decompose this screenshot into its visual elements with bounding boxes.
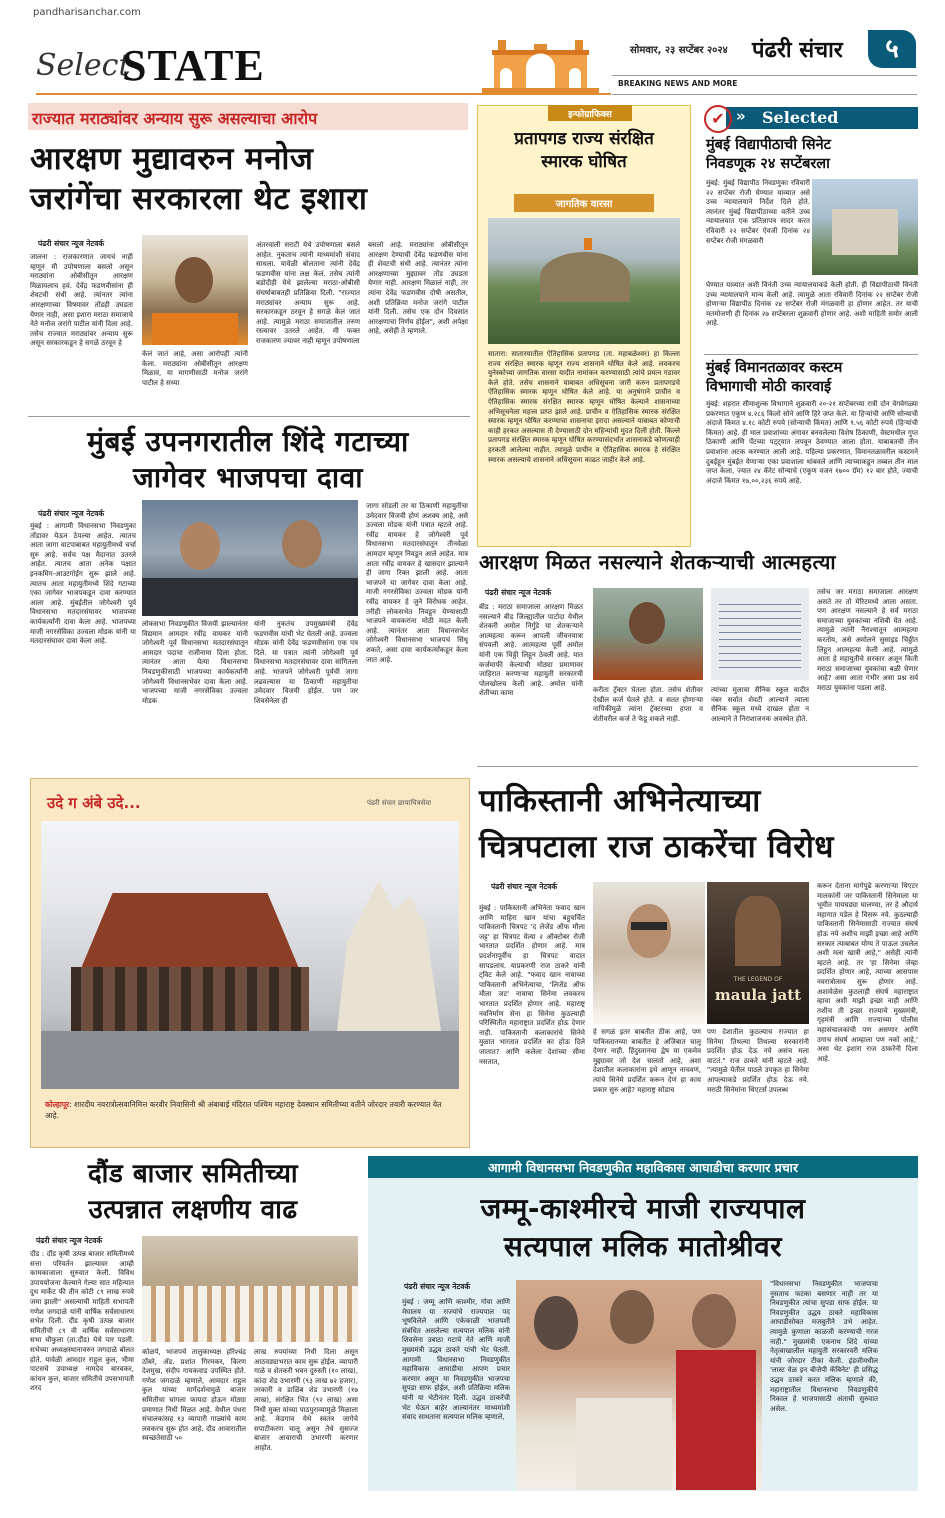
site-url[interactable]: pandharisanchar.com bbox=[33, 7, 141, 18]
column: मुंबई : पाकिस्तानी अभिनेता फवाद खान आणि माहिरा खान यांचा बहुचर्चित पाकिस्तानी चित्रपट 'द लेजेंड ऑफ मौला जट्ट' हा चित्रपट येत्या २ ऑक्टोबर रोजी भारतात प्रदर्शित होणार आहे. मात्र प्रदर्शनापूर्वीच हा चित्रपट वादात सापडलाय. याप्रकरणी राज ठाकरे यांनी ट्विट केले आहे. "फवाद खान नावाच्या पाकिस्तानी अभिनेत्याचा, 'लिजेंड ऑफ मौला जट' नावाचा सिनेमा लवकरच भारतात प्रदर्शित होणार आहे. महाराष्ट्र नवनिर्माण सेना हा सिनेमा कुठल्याही परिस्थितीत महाराष्ट्रात प्रदर्शित होऊ देणार नाही. पाकिस्तानी कलाकारांचे सिनेमे मुळात भारतात प्रदर्शित का होऊ दिले जातात? आणि कलेला देशांच्या सीमा नसतात, bbox=[479, 904, 585, 1066]
movie-poster bbox=[707, 882, 809, 1024]
person-right bbox=[282, 520, 322, 568]
crowd bbox=[142, 1286, 358, 1342]
person-head bbox=[627, 904, 671, 958]
masthead-line bbox=[36, 93, 611, 95]
photo-feature-ambabai bbox=[30, 778, 470, 1148]
glasses bbox=[631, 922, 667, 930]
divider bbox=[28, 416, 470, 417]
headline-line-2: जागेवर भाजपचा दावा bbox=[133, 461, 363, 494]
column: करीता ट्रॅक्टर घेतला होता. तसेच शेतीवर देखील कर्ज घेतले होते. व सतत होणाऱ्या नापिकीमुळे त्यांना ट्रॅक्टरच्या हप्ता व शेतीवरील कर्ज ते फेडू शकले नाही. bbox=[593, 686, 703, 723]
title-line-1: प्रतापगड राज्य संरक्षित bbox=[514, 129, 654, 149]
masthead bbox=[0, 0, 945, 100]
temple-spires bbox=[337, 881, 441, 1031]
byline: पंढरी संचार न्यूज नेटवर्क bbox=[491, 882, 558, 891]
headline bbox=[28, 1156, 358, 1228]
title-line-2: विभागाची मोठी कारवाई bbox=[706, 379, 832, 395]
column: तसेच जर मराठा समाजाला आरक्षण असते तर तो मेरिटमध्ये आला असता. पण आरक्षण नसल्याने हे सर्व मराठा समाजाच्या युवकांच्या नशिबी येत आहे. त्यामुळे त्यांनी नैराश्यातून आत्महत्या करतोय, असे अमोलने सुसाइड चिठ्ठीत लिहून आत्महत्या केली आहे. त्यामुळे आता हे महायुतीचे सरकार अजून किती मराठा समाजाच्या युवकांचा बळी घेणार आहे? असा आता गंभीर असा प्रश्न सर्व मराठा युवकांना पडला आहे. bbox=[817, 588, 918, 692]
person-head bbox=[175, 257, 213, 303]
chevrons-icon: » bbox=[736, 107, 746, 125]
leaders-photo bbox=[142, 500, 358, 616]
column: बीड : मराठा समाजाला आरक्षण मिळत नसल्याने बीड जिल्ह्यातील पाटोदा येथील शेतकरी अमोल निर्गुंडे या शेतकऱ्याने आत्महत्या करून आपली जीवनयात्रा संपवली आहे. आत्महत्या पूर्वी अमोल यांनी एक चिठ्ठी लिहून ठेवली आहे. यात कर्जमाफी केल्याची मोठ्या प्रमाणावर जाहिरात करणाऱ्या महायुती सरकारची पोलखोलच केली आहे. अमोल यांनी शेतीच्या कामा bbox=[479, 603, 583, 698]
seated-person bbox=[576, 1398, 672, 1490]
column: यांनी नुकतंच उपमुख्यमंत्री देवेंद्र फडणवीस यांची भेट घेतली आहे. उज्वला मोडक यांनी देवेंद्र फडणवीसांना एक पत्र दिले. या पत्रात त्यांनी जोगेश्वरी पूर्व विधानसभा मतदारसंघावर दावा सांगितला आहे. भाजपने जोगेश्वरी पूर्वची जागा लढवल्यास या ठिकाणी महायुतीचा उमेदवार विजयी होईल. पण जर शिवसेनेला ही bbox=[254, 620, 358, 705]
feature-title: उदे ग अंबे उदे... bbox=[47, 794, 141, 812]
issue-date: सोमवार, २३ सप्टेंबर २०२४ bbox=[630, 45, 728, 56]
poster-subtitle: THE LEGEND OF bbox=[733, 976, 783, 983]
title-line-2: स्मारक घोषित bbox=[541, 152, 627, 172]
headline-line-2: चित्रपटाला राज ठाकरेंचा विरोध bbox=[479, 829, 834, 865]
photo-credit: पंढरी संचार छायाचित्रसेवा bbox=[367, 799, 432, 807]
caption-text: : शारदीय नवरात्रोत्सवानिमित्त करवीर निवासिनी श्री अंबाबाई मंदिरात पश्चिम महाराष्ट्र देवस्थान समितीच्या वतीने जोरदार तयारी करण्यात येत आहे. bbox=[45, 1100, 442, 1120]
temple-walls bbox=[71, 967, 309, 1031]
microphones bbox=[142, 578, 358, 616]
person-left bbox=[180, 522, 220, 570]
headline-line-1: दौंड बाजार समितीच्या bbox=[87, 1159, 299, 1189]
suicide-note-photo bbox=[711, 588, 809, 680]
poster-figure bbox=[735, 896, 781, 966]
column: जागा सोडली तर या ठिकाणी महायुतीचा उमेदवार विजयी होणं अशक्य आहे, असे उज्वला मोडक यांनी पत्रात म्हटले आहे. रवींद्र वायकर हे जोगेश्वरी पूर्व विधानसभा मतदारसंघातून तीनवेळा आमदार म्हणून निवडून आले आहेत. मात्र आता रवींद्र वायकर हे खासदार झाल्याने ही जागा रिक्त झाली आहे. आता भाजपने या जागेवर दावा केला आहे. माजी नगरसेविका उज्वला मोडक यांनी रवींद्र वायकर हे जुने विरोधक आहेत. तरीही लोकसभेत निवडून येण्यासाठी भाजपने वायकरांना मोठी मदत केली आहे. त्यानंतर आता विधानसभेत जोगेश्वरी विधानसभा भाजपचं सिंधू शकते, असा दावा कार्यकर्त्यांकडून केला जात आहे. bbox=[366, 502, 468, 664]
gateway-illustration bbox=[478, 36, 603, 94]
column: बसलो आहे. मराठ्यांना ओबीसीतून आरक्षण देण्याची देवेंद्र फडणवीस यांना ही शेवटची संधी आहे. त्यानंतर त्यांना आरक्षणाच्या मुद्द्यावर तोंड उघडता येणार नाही. आरक्षण मिळालं नाही, तर त्यांना देवेंद्र फडणवीस दोषी असतील, अशी प्रतिक्रिया मनोज जरांगे पाटील यांनी दिली. तसेच एक दोन दिवसांत आरक्षणाचा निर्णय होईल", अशी अपेक्षा आहे, असेही ते म्हणाले. bbox=[368, 241, 468, 336]
person-3 bbox=[692, 1294, 736, 1348]
section-title: STATE bbox=[122, 41, 265, 90]
temple-roof bbox=[61, 893, 319, 967]
fort-hill bbox=[540, 252, 630, 302]
column: त्यांच्या मुलाचा सैनिक स्कूल यादीत नंबर सर्वात शेवटी आल्याने त्याला सैनिक स्कूल मध्ये दाखल होता न आल्याने ते निराशाजनक अवस्थेत होते. bbox=[711, 686, 809, 723]
story-daund-market bbox=[28, 1156, 358, 1491]
headline-line-2: जरांगेंचा सरकारला थेट इशारा bbox=[30, 181, 368, 217]
courtyard bbox=[41, 1031, 459, 1089]
kicker: आगामी विधानसभा निवडणुकीत महाविकास आघाडीचा करणार प्रचार bbox=[487, 1160, 799, 1175]
headline: आरक्षण मिळत नसल्याने शेतकऱ्याची आत्महत्या bbox=[479, 550, 837, 574]
saffron-scarf bbox=[152, 313, 238, 345]
headline bbox=[368, 1190, 918, 1266]
infographic-title bbox=[482, 128, 686, 174]
page-number: ५ bbox=[885, 34, 899, 64]
headline-line-2: उत्पन्नात लक्षणीय वाढ bbox=[88, 1195, 298, 1225]
story-farmer-suicide bbox=[477, 548, 918, 763]
person-head bbox=[629, 602, 665, 644]
university-photo bbox=[812, 179, 918, 275]
headline bbox=[30, 139, 367, 219]
brief-body: मुंबई: मुंबई विद्यापीठ निवडणुका रविवारी २२ सप्टेंबर रोजी घेण्यात याव्यात असे उच्च न्यायालयाने निर्देश दिले होते. त्यानंतर मुंबई विद्यापीठाच्या वतीने उच्च न्यायालयात एक प्रतिज्ञापत्र सादर करत रविवारी २२ सप्टेंबर ऐवजी दिनांक २४ सप्टेंबर रोजी मंगळवारी bbox=[706, 179, 810, 245]
byline: पंढरी संचार न्यूज नेटवर्क bbox=[404, 1282, 471, 1291]
column: मुंबई : आगामी विधानसभा निवडणुका तोंडावर येऊन ठेपल्या आहेत. त्यातच आता जागा वाटपाबाबत महायुतीमध्ये चर्चा सुरु आहे. सर्वच पक्ष मैदानात उतरले आहेत. त्यातच आता अनेक पक्षात इनकमिंग-आउटगोईंग सुरू झाले आहे. त्यातच आता महायुतीमध्ये शिंदे गटाच्या एका जागेवर भाजपकडून दावा करण्यात आला आहे. मुंबईतील जोगेश्वरी पूर्व विधानसभा मतदारसंघावर भाजपच्या कार्यकर्त्यांनी दावा केला आहे. भाजपच्या माजी नगरसेविका उज्वला मोडक यांनी या मतदारसंघावर दावा केला आहे. bbox=[30, 522, 136, 646]
meeting-photo bbox=[142, 1236, 358, 1342]
column: जालना : राजकारणात जायचं नाही म्हणून मी उपोषणाला बसलो असून मराठ्यांना ओबीसीतून आरक्षण मिळायलाच हवं. देवेंद्र फडणवीसांना ही शेवटची संधी आहे. त्यांनतर त्यांना आरक्षणाच्या विषयावर तोंडही उघडता येणार नाही, असा इशारा मराठा समाजाचे नेते मनोज जरांगे पाटील यांनी दिला आहे. तसेच राज्यात मराठ्यांवर अन्याय सुरू असून सरकारकडून हे सगळे ठरवून हे bbox=[30, 253, 133, 348]
fort-photo bbox=[488, 218, 680, 344]
byline: पंढरी संचार न्यूज नेटवर्क bbox=[485, 588, 552, 597]
column: मुंबई : जम्मू आणि काश्मीर, गोवा आणि मेघालय या राज्यांचे राज्यपाल पद भूषविलेले आणि एकेकाळी भाजपशी संबंधित असलेल्या सत्यपाल मलिक यांनी शिवसेना उबाठा गटाचे नेते आणि माजी मुख्यमंत्री उद्धव ठाकरे यांची भेट घेतली. आगामी विधानसभा निवडणुकीत महाविकास आघाडीचा आपण प्रचार करणार असून या निवडणुकीत भाजपचा सुपडा साफ होईल, अशी प्रतिक्रिया मलिक यांनी या भेटीनंतर दिली. उद्धव ठाकरेंची भेट घेऊन बाहेर आल्यानंतर माध्यमांशी संवाद साधताना सत्यपाल मलिक म्हणाले, bbox=[402, 1298, 510, 1422]
saree bbox=[676, 1350, 756, 1490]
story-reservation-jarange bbox=[28, 103, 468, 415]
column: पण देशातील कुठल्याच राज्यात हा सिनेमा तिथल्या तिथल्या सरकारांनी प्रदर्शित होऊ देऊ नये असंच मला वाटतं." राज ठाकरे यांनी म्हटले आहे. "त्यामुळे येतील पाठले उपकृत हा सिनेमा आपल्याकडे प्रदर्शित होऊ देऊ नये. मराठी सिनेमांना थिएटर्स उपलब्ध bbox=[707, 1028, 809, 1094]
story-raj-thackeray bbox=[477, 778, 918, 1148]
section-script: Select bbox=[36, 48, 131, 83]
column: दौंड : दौंड कृषी उत्पन्न बाजार समितीमध्ये सत्ता परिवर्तन झाल्यावर आम्ही कामकाजाला सुरुवात केली. विविध उपाययोजना केल्याने गेल्या सात महिन्यात दुध मार्केट फी तीन कोटी ८९ लाख रुपये जमा झाली" असल्याची माहिती सभापती गणेश जगदाळे यांनी वार्षिक सर्वसाधारण सभेत दिली. दौंड कृषी उत्पन्न बाजार समितीची ८९ वी वार्षिक सर्वसाधारण सभा चौफुला (ता.दौंड) येथे पार पडली. सभेच्या अध्यक्षस्थानावरुन जगदाळे बोलत होते. यावेळी आमदार राहुल कुल, भीमा पाटसचे उपाध्यक्ष नामदेव बारवकर, कांचन कुल, बाजार समितीचे उपसभापती शरद bbox=[30, 1250, 134, 1393]
brief-body: घेण्यात याव्यात अशी विनंती उच्च न्यायालयाकडे केली होती. ही विद्यापीठाची विनंती उच्च न्यायालयाने मान्य केली आहे. त्यामुळे आता रविवारी दिनांक २२ सप्टेंबर रोजी होणाऱ्या विद्यापीठ दिनांक २४ सप्टेंबर रोजी मंगळवारी हा होणार आहेत. तर याची मतमोजणी ही दिनांक २७ सप्टेंबरला शुक्रवारी होणार आहे. अशी माहिती समोर आली आहे. bbox=[706, 281, 918, 328]
temple-photo bbox=[41, 821, 459, 1089]
brief-body: मुंबई: शहरात सीमाशुल्क विभागाने शुक्रवारी २०-२१ सप्टेंबरच्या रात्री दोन वेगवेगळ्या प्रकरणात एकूण ४.२८६ किलो सोने आणि हिरे जप्त केले. या हिऱ्यांची आणि सोन्याची अंदाजे किंमत ४.१८ कोटी रुपये (सोन्याची किंमत) आणि ९.५६ कोटी रुपये (हिऱ्यांची किंमत) आहे. ही माल प्रवाशांच्या अंगावर बनवलेल्या विशेष ठिकाणी, वेस्टमधील गुप्त ठिकाणी आणि पँटच्या पट्ट्यात लपवून ठेवण्यात आला होता. याबाबतची तीन प्रवाशांना अटक करण्यात आली आहे. पहिल्या प्रकरणात, विमानतळावरील कस्टमने दुबईहून मुंबईत येणाऱ्या एका प्रवाशाला थांबवले आणि त्याच्याकडून तब्बल तीन माल जप्त केला, ज्यात २४ कॅरेट सोन्याचे (एकूण वजन १७०० ग्रॅम) १२ बार होते, ज्याची अंदाजे किंमत १७,००,२३६ रुपये आहे. bbox=[706, 400, 918, 485]
column: कोळपे, भाजपचे तालुकाध्यक्ष हरिश्चंद्र ठोंबरे, ॲड. प्रशांत गिरमकर, किरण देशमुख, संदीप गायकवाड उपस्थित होते. गणेश जगदाळे म्हणाले, आमदार राहुल कुल यांच्या मार्गदर्शनामुळे बाजार समितीचा चांगला फायदा होऊन मोठ्या प्रमाणात निधी मिळत आहे. येथील पंधरा संचालकांसह १३ व्यापारी गाळ्यांचे काम लवकरच सुरू होत आहे. दौंड आवारातील स्वच्छतेसाठी ५० bbox=[142, 1348, 246, 1443]
person-1 bbox=[534, 1296, 578, 1350]
note-lines bbox=[719, 598, 801, 670]
byline: पंढरी संचार न्यूज नेटवर्क bbox=[36, 1236, 103, 1245]
fort-flag bbox=[584, 238, 592, 250]
poster-title: maula jatt bbox=[714, 986, 802, 1004]
divider bbox=[704, 354, 918, 355]
byline: पंढरी संचार न्यूज नेटवर्क bbox=[38, 509, 105, 518]
headline-line-1: आरक्षण मुद्यावरुन मनोज bbox=[30, 141, 314, 177]
column: हे सगळं इतर बाबतीत ठीक आहे, पण पाकिस्तानच्या बाबतीत हे अजिबात चालू देणार नाही. हिंदुस्तानचा द्वेष या एकमेव मुद्द्यावर जो देश चालतो आहे, अशा देशातील कलाकारांना इथे आणून नाचवणं, त्यांचे सिनेमे प्रदर्शित करून देणं हा काय प्रकार सुरु आहे? महाराष्ट्र सोडाच bbox=[593, 1028, 701, 1094]
paper-name: पंढरी संचार bbox=[752, 38, 843, 63]
column: करून देताना मागेपुढे करणाऱ्या थिएटर मालकांनी जर पाकिस्तानी सिनेमाला या भूमीत पायघड्या घालण्या, तर हे औदार्य महागात पडेल हे विसरू नये. कुठल्याही पाकिस्तानी सिनेमासाठी राज्यात संघर्ष होऊ नये अशीच माझी इच्छा आहे आणि सरकार त्याबाबत योग्य ते पाऊल उचलेल अशी मला खात्री आहे," असेही त्यांनी म्हटले आहे. तर 'हा सिनेमा जेव्हा प्रदर्शित होणार आहे, त्याच्या आसपास नवरात्रोत्सव सुरू होणार आहे. अशावेळेस कुठलाही संघर्ष महाराष्ट्रात व्हावा अशी माझी इच्छा नाही आणि तशीच ती इच्छा राज्याचे मुख्यमंत्री, गृहमंत्री आणि राज्याच्या पोलीस महासंचालकांची पण असणार आणि उगाच संघर्ष आम्हाला पण नको आहे,' असा थेट इशारा राज ठाकरेंनी दिला आहे. bbox=[817, 882, 918, 1063]
selected-sidebar bbox=[704, 103, 918, 543]
story-satyapal-malik bbox=[368, 1156, 918, 1491]
malik-photo bbox=[516, 1280, 762, 1490]
column: अंतरवाली सराटी येथे उपोषणाला बसले आहेत. नुकताच त्यांनी माध्यमांशी संवाद साधला. यावेळी बोलताना त्यांनी देवेंद्र फडणवीस यांना लक्ष केलं. तसेच त्यांनी बडोदीही येथे झालेल्या मराठा-ओबीसी संघर्षाबाबतही प्रतिक्रिया दिली. "राज्यात मराठ्यांवर अन्याय सुरू आहे. सरकारकडून ठरवून हे सगळे केलं जातं आहे. त्यामुळे मराठा समाजातील तरुण रस्त्यावर उतरले आहेत. मी फक्त राजकारण ज्यावर नाही म्हणून उपोषणाला bbox=[256, 241, 360, 345]
farmer-photo bbox=[593, 588, 703, 680]
infographic-tag: इन्फोग्राफिक्स bbox=[568, 110, 612, 120]
title-line-2: निवडणूक २४ सप्टेंबरला bbox=[706, 156, 830, 172]
headline-line-1: जम्मू-काश्मीरचे माजी राज्यपाल bbox=[480, 1192, 806, 1225]
check-icon: ✔ bbox=[704, 105, 732, 133]
jarange-photo bbox=[142, 235, 248, 345]
column: लाख रुपयांच्या निधी दिला असून आठवड्याभरात काम सुरू होईल. व्यापारी गाळे व शेतकरी भवन दुरुस्ती (१० लाख), कांदा शेड उभारणी (९३ लाख ७२ हजार), तरकारी व डाळिंब शेड उभारणी (१७ लाख), संरक्षित भिंत (९२ लाख) असा निधी मुक्त यांच्या पाठपुराव्यामुळे मिळाला आहे. केडगाव येथे स्वतंत्र जागेचे सपाटीकरण चालू असून तेथे सुसज्ज बाजार आवाराची उभारणी करणार आहोत. bbox=[254, 1348, 358, 1452]
raj-photo bbox=[593, 882, 705, 1024]
kicker: राज्यात मराठ्यांवर अन्याय सुरू असल्याचा आरोप bbox=[32, 109, 318, 128]
caption-place: कोल्हापूर bbox=[45, 1100, 70, 1109]
headline-line-1: मुंबई उपनगरातील शिंदे गटाच्या bbox=[87, 425, 409, 458]
infographic-body: सातारा: सातारयातील ऐतिहासिक प्रतापगड (ता. महाबळेश्वर) हा किल्ला राज्य संरक्षित स्मारक म्हणून राज्य शासनाने घोषित केले आहे. लवकरच युनेस्कोच्या जागतिक वारसा यादीत नामांकन करण्यासाठी त्यांचे प्रयत्न गडावर केले होते. तसेच शासनाने याबाबत अधिसूचना जारी करुन प्रतापगडचे ऐतिहासिक स्मारक म्हणून घोषित केले आहे. या अनुषंगाने प्राचीन व ऐतिहासिक स्मारक संरक्षित स्मारक म्हणून घोषित केल्याने शासनाच्या अभिसूचनेला महत्त्व प्राप्त झाले आहे. प्राचीन व ऐतिहासिक स्मारक संरक्षित स्मारक म्हणून घोषित करण्याचा शासनाचा इरादा असल्याने याबाबत कोणाची काही हरकत असल्यास ती देण्यासाठी दोन महिन्यांची मुदत दिली होती. किल्ले प्रतापगड संरक्षित स्मारक म्हणून घोषित करण्यासंदर्भात शासनाकडे कोणत्याही हरकती आलेल्या नाहीत. त्यामुळे प्राचीन व ऐतिहासिक स्मारक हे संरक्षित स्मारक असल्याचे शासनाने अधिसूचना काढत जाहीर केले आहे. bbox=[488, 350, 680, 464]
person-2 bbox=[610, 1290, 654, 1344]
selected-label: Selected bbox=[762, 108, 839, 127]
column: "विधानसभा निवडणुकीत भाजपाचा नुसताच फटका बसणार नाही तर या निवडणुकीत त्यांचा सुपडा साफ होईल. या निवडणुकीत उद्धव ठाकरे महाविकास आघाडीसोबत मजबुतीने उभे आहेत. त्यामुळे कुणाला काळजी करण्याची गरज नाही." मुख्यमंत्री एकनाथ शिंदे यांच्या नेतृत्वाखालील महायुती सरकारवरी मलिक यांनी जोरदार टीका केली. इंडजीमधील 'लास्ट वेळ इन बीजेपी कॅबिनेट' ही प्रसिद्ध उद्धव ठाकरे करत मलिक म्हणाले की, महाराष्ट्रातील विधानसभा निवडणुकीचे निकाल हे भाजपासाठी अंताची सुरुवात असेल. bbox=[770, 1280, 878, 1413]
ticker-text: BREAKING NEWS AND MORE bbox=[618, 79, 738, 88]
headline bbox=[28, 424, 468, 496]
infographic-pratapgad bbox=[477, 105, 691, 547]
divider bbox=[477, 766, 918, 767]
column: केलं जातं आहे, असा आरोपही त्यांनी केला. मराठ्यांना ओबीसीतून आरक्षण मिळावं, या मागणीसाठी मनोज जरांगे पाटील हे सध्या bbox=[142, 350, 248, 387]
building bbox=[832, 209, 898, 255]
byline: पंढरी संचार न्यूज नेटवर्क bbox=[38, 239, 105, 248]
headline-line-1: पाकिस्तानी अभिनेत्याच्या bbox=[479, 783, 761, 819]
headline-line-2: सत्यपाल मलिक मातोश्रीवर bbox=[503, 1230, 783, 1263]
senate-title bbox=[706, 136, 831, 174]
heritage-badge: जागतिक वारसा bbox=[555, 199, 613, 210]
headline bbox=[479, 778, 834, 870]
title-line-1: मुंबई विमानतळावर कस्टम bbox=[706, 360, 843, 376]
story-shinde-seat bbox=[28, 422, 468, 760]
caption bbox=[45, 1099, 455, 1121]
column: लोकसभा निवडणुकीत विजयी झाल्यानंतर विद्यमान आमदार रवींद्र वायकर यांनी जोगेश्वरी पूर्व विधानसभा मतदारसंघातून आमदार पदाचा राजीनामा दिला होता. त्यानंतर आता येत्या विधानसभा निवडणुकीसाठी भाजपच्या कार्यकर्त्यांनी जोगेश्वरी विधानसभेवर दावा केला आहे. भाजपच्या माजी नगरसेविका उज्वला मोडक bbox=[142, 620, 248, 705]
title-line-1: मुंबई विद्यापीठाची सिनेट bbox=[706, 137, 831, 153]
customs-title bbox=[706, 359, 842, 397]
